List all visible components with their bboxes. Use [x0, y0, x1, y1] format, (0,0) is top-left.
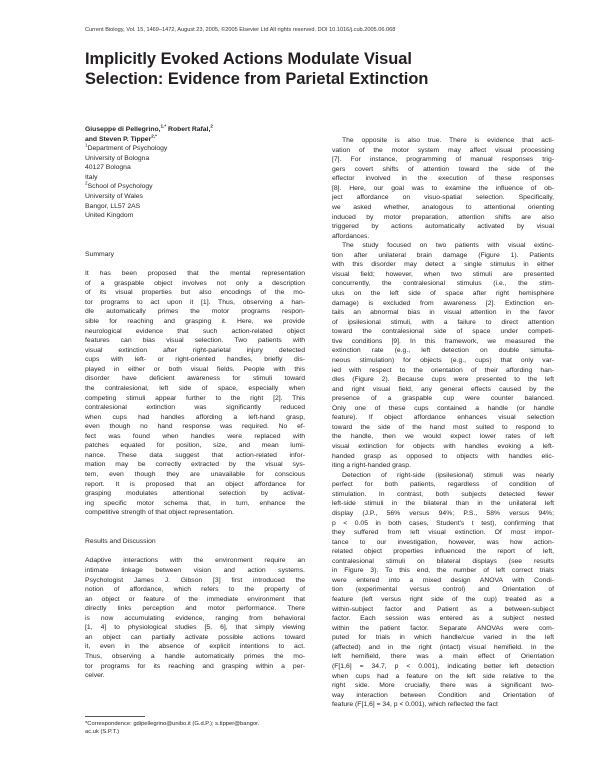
text-line: an object or feature of the immediate environment that: [85, 595, 305, 603]
text-line: Thus, observing a handle automatically primes the mo-: [85, 653, 305, 660]
text-line: toward the side of the hand most suited to respond to: [332, 423, 554, 431]
body-paragraph: [332, 136, 554, 241]
text-line: right side. More crucially, there was a significant two-: [332, 682, 554, 690]
text-line: when cups had a feature on the left side relative to the: [332, 672, 554, 680]
author-name: and Steven P. Tipper: [85, 135, 152, 143]
text-line: p < 0.05 in both cases, Student's t test), confirming that: [332, 519, 554, 527]
text-line: stimulation. In contrast, both subjects detected fewer: [332, 490, 554, 498]
text-line: (affected) and in the right (intact) visual hemifield. In the: [332, 643, 554, 651]
text-line: the contralesional, left side of space, especially when: [85, 384, 305, 392]
results-paragraph: [85, 556, 305, 680]
body-paragraph: [332, 241, 554, 471]
text-line: ulus on the left side of space after right hemisphere: [332, 290, 554, 297]
text-line: vation of the motor system may affect visual processing: [332, 146, 554, 154]
text-line: report. It is proposed that an object affordance for: [85, 480, 305, 488]
text-line: they suffered from left visual extinction. Of most impor-: [332, 529, 554, 537]
text-line: tor programs for its reaching and grasping within a per-: [85, 662, 305, 670]
text-line: within the patient factor. Separate ANOVAs were com-: [332, 624, 554, 632]
text-line: fect was found when handles were replaced with: [85, 432, 305, 440]
text-line: nance. These data suggest that action-related infor-: [85, 451, 305, 459]
text-line: perfect for both patients, regardless of condition of: [332, 481, 554, 489]
affiliation-line: United Kingdom: [85, 212, 134, 220]
text-line: contralesional extinction was significantly reduced: [85, 404, 305, 412]
text-line: display (J.P., 56% versus 94%; P.S., 58% versus 94%;: [332, 509, 554, 517]
text-line: even though no hand response was required. No ef-: [85, 423, 305, 431]
affiliation-line: $^2$School of Psychology: [85, 181, 153, 191]
text-line: gers covert shifts of attention toward the side of the: [332, 165, 554, 173]
text-line: features can bias visual selection. Two patients with: [85, 337, 305, 345]
text-line: competing stimuli appear further to the right [2]. This: [85, 394, 305, 402]
text-line: iting a right-handed grasp.: [332, 462, 411, 470]
author-name: Giuseppe di Pellegrino,: [85, 126, 161, 133]
text-line: tor programs to act upon it [1]. Thus, observing a han-: [85, 298, 305, 306]
title-line: Selection: Evidence from Parietal Extinction: [85, 69, 429, 88]
text-line: The study focused on two patients with visual extinc-: [342, 242, 554, 250]
text-line: and right visual field, any general effects caused by the: [332, 385, 554, 393]
text-line: tance to our investigation, however, was how action-: [332, 538, 554, 546]
text-line: were entered into a mixed design ANOVA with Condi-: [332, 576, 554, 584]
text-line: [1, 4] to physiological studies [5, 6], that simply viewing: [85, 624, 305, 632]
text-line: feature (left versus right side of the cup) treated as a: [332, 596, 554, 603]
left-column: [85, 125, 305, 681]
results-heading: Results and Discussion: [85, 537, 156, 545]
text-line: feature (F[1,6] = 34, p < 0.001), which reflected the fact: [332, 701, 498, 709]
text-line: related object properties influenced the report of left,: [332, 548, 554, 556]
text-line: with this disorder may detect a single stimulus in either: [332, 261, 554, 269]
text-line: left hemifield, there was a main effect of Orientation: [332, 653, 554, 661]
text-line: disorder have deficient awareness for stimuli toward: [85, 375, 305, 383]
text-line: Detection of right-side (ipsilesional) stimuli was nearly: [342, 471, 554, 479]
footnote-line: ac.uk (S.P.T.): [85, 729, 120, 735]
text-line: played in either or both visual fields. People with this: [85, 365, 305, 373]
text-line: Only one of these cups contained a handle (or handle: [332, 404, 554, 412]
title-line: Implicitly Evoked Actions Modulate Visual: [85, 50, 412, 68]
affiliation-line: University of Bologna: [85, 154, 150, 162]
text-line: neurological evidence that such action-related object: [85, 327, 305, 335]
text-line: of ipsilesional stimuli, with a failure to direct attention: [332, 318, 554, 326]
summary-heading: Summary: [85, 250, 115, 258]
text-line: feature). If object affordance enhances visual selection: [332, 414, 554, 422]
text-line: Adaptive interactions with the environment require an: [85, 557, 305, 565]
text-line: puted for trials in which handle/cue varied in the left: [332, 634, 554, 642]
text-line: visual extinction after right-parietal injury detected: [85, 346, 305, 354]
body-paragraph: [332, 471, 554, 710]
affiliation-line: Italy: [85, 173, 98, 181]
text-line: concurrently, the contralesional stimulus (i.e., the stim-: [332, 280, 554, 288]
text-line: dles (Figure 2). Because cups were presented to the left: [332, 376, 554, 384]
text-line: factor. Each session was entered as a subject nested: [332, 615, 554, 623]
text-line: the handle, then we would expect lower rates of left: [332, 433, 554, 441]
summary-paragraph: [85, 269, 305, 518]
text-line: tive conditions [9]. In this framework, we measured the: [332, 337, 554, 345]
text-line: visual extinction for objects with handles evoking a left-: [332, 443, 554, 450]
author-name: Robert Rafal,: [166, 126, 211, 133]
text-line: effector involved in the execution of these responses: [332, 175, 554, 183]
text-line: ceiver.: [85, 672, 105, 680]
text-line: The opposite is also true. There is evidence that acti-: [342, 137, 554, 144]
text-line: tails an abnormal bias in visual attention in the favor: [332, 309, 554, 317]
text-line: toward the contralesional side of space under competi-: [332, 328, 554, 336]
text-line: left-side stimuli in the bilateral than in the unilateral left: [332, 500, 554, 508]
text-line: It has been proposed that the mental representation: [85, 270, 305, 278]
text-line: handed grasp as opposed to objects with handles elic-: [332, 452, 554, 460]
footnote-line: *Correspondence: gdipellegrino@unibo.it (G.d.P.); s.tipper@bangor.: [85, 721, 260, 727]
text-line: Psychologist James J. Gibson [3] first introduced the: [85, 576, 305, 584]
text-line: ied with respect to the orientation of their affording han-: [332, 366, 554, 374]
text-line: ing specific motor schema that, in turn, enhance the: [85, 499, 305, 507]
affiliation-line: $^1$Department of Psychology: [85, 142, 168, 153]
text-line: [8]. Here, our goal was to examine the influence of ob-: [332, 184, 554, 192]
text-line: is now accumulating evidence, ranging from behavioral: [85, 614, 305, 622]
article-title: [85, 50, 555, 89]
right-column: [332, 136, 554, 710]
text-line: presence of a graspable cup were counter balanced.: [332, 395, 554, 403]
text-line: mation may be correctly extracted by the visual sys-: [85, 461, 305, 469]
footnote-rule: [85, 716, 145, 717]
text-line: cups with left- or right-oriented handles, briefly dis-: [85, 356, 305, 364]
text-line: of a graspable object involves not only a description: [85, 279, 305, 287]
affiliation-line: University of Wales: [85, 192, 143, 200]
text-line: ject affordance on visuo-spatial selection. Specifically,: [332, 194, 554, 202]
text-line: tion after unilateral brain damage (Figure 1). Patients: [332, 251, 554, 259]
text-line: directly links perception and motor performance. There: [85, 605, 305, 613]
text-line: it, even in the absence of explicit intentions to act.: [85, 643, 305, 651]
text-line: of its visual properties but also encodings of the mo-: [85, 289, 305, 297]
text-line: damage) is excluded from awareness [2]. Extinction en-: [332, 299, 554, 307]
text-line: within-subject factor and Patient as a between-subject: [332, 605, 554, 613]
text-line: [7]. For instance, programming of manual responses trig-: [332, 156, 554, 164]
text-line: triggered by actions automatically activated by visual: [332, 223, 554, 231]
text-line: induced by motor preparation, attention shifts are also: [332, 213, 554, 221]
text-line: contralesional stimuli on bilateral displays (see results: [332, 557, 554, 565]
author-list: [85, 125, 305, 144]
text-line: we asked whether, analogous to attentional orienting: [332, 203, 554, 211]
author-affiliation-marker: 1,*: [160, 123, 167, 129]
affiliation-line: Bangor, LL57 2AS: [85, 202, 141, 210]
text-line: (F[1,6] = 34.7, p < 0.001), indicating better left detection: [332, 662, 554, 670]
text-line: grasping modulates attentional selection by activat-: [85, 490, 305, 498]
text-line: tem, even though they are unavailable for conscious: [85, 471, 305, 478]
text-line: competitive strength of that object representation.: [85, 509, 234, 517]
author-affiliation-marker: 2,*: [151, 133, 157, 139]
author-affiliation-marker: 2: [210, 123, 213, 129]
text-line: way interaction between Condition and Orientation of: [332, 691, 554, 699]
text-line: sible for reaching and grasping it. Here, we provide: [85, 318, 305, 325]
text-line: affordances.: [332, 232, 370, 240]
affiliation-line: 40127 Bologna: [85, 164, 131, 172]
text-line: an object can partially activate possible actions toward: [85, 633, 305, 641]
text-line: tion (experimental versus control) and Orientation of: [332, 586, 554, 594]
affiliations: [85, 144, 305, 221]
text-line: patches equated for position, size, and mean lumi-: [85, 442, 305, 450]
text-line: neous stimulation) for objects (e.g., cups) that only var-: [332, 356, 554, 364]
text-line: intimate linkage between vision and action systems.: [85, 566, 305, 574]
text-line: extinction rate (e.g., left detection on double simulta-: [332, 347, 554, 355]
text-line: when cups had handles affording a left-hand grasp,: [85, 413, 305, 421]
text-line: dle automatically primes the motor programs respon-: [85, 308, 305, 316]
text-line: in Figure 3). To this end, the number of left correct trials: [332, 567, 554, 575]
text-line: visual field; however, when two stimuli are presented: [332, 270, 554, 278]
text-line: notion of affordance, which refers to the property of: [85, 586, 305, 594]
journal-citation-header: Current Biology, Vol. 15, 1469–1472, August 23, 2005, ©2005 Elsevier Ltd All rights reserved. DOI 10.1016/j.cub.2005.06.068: [85, 27, 396, 33]
correspondence-footnote: [85, 720, 305, 736]
